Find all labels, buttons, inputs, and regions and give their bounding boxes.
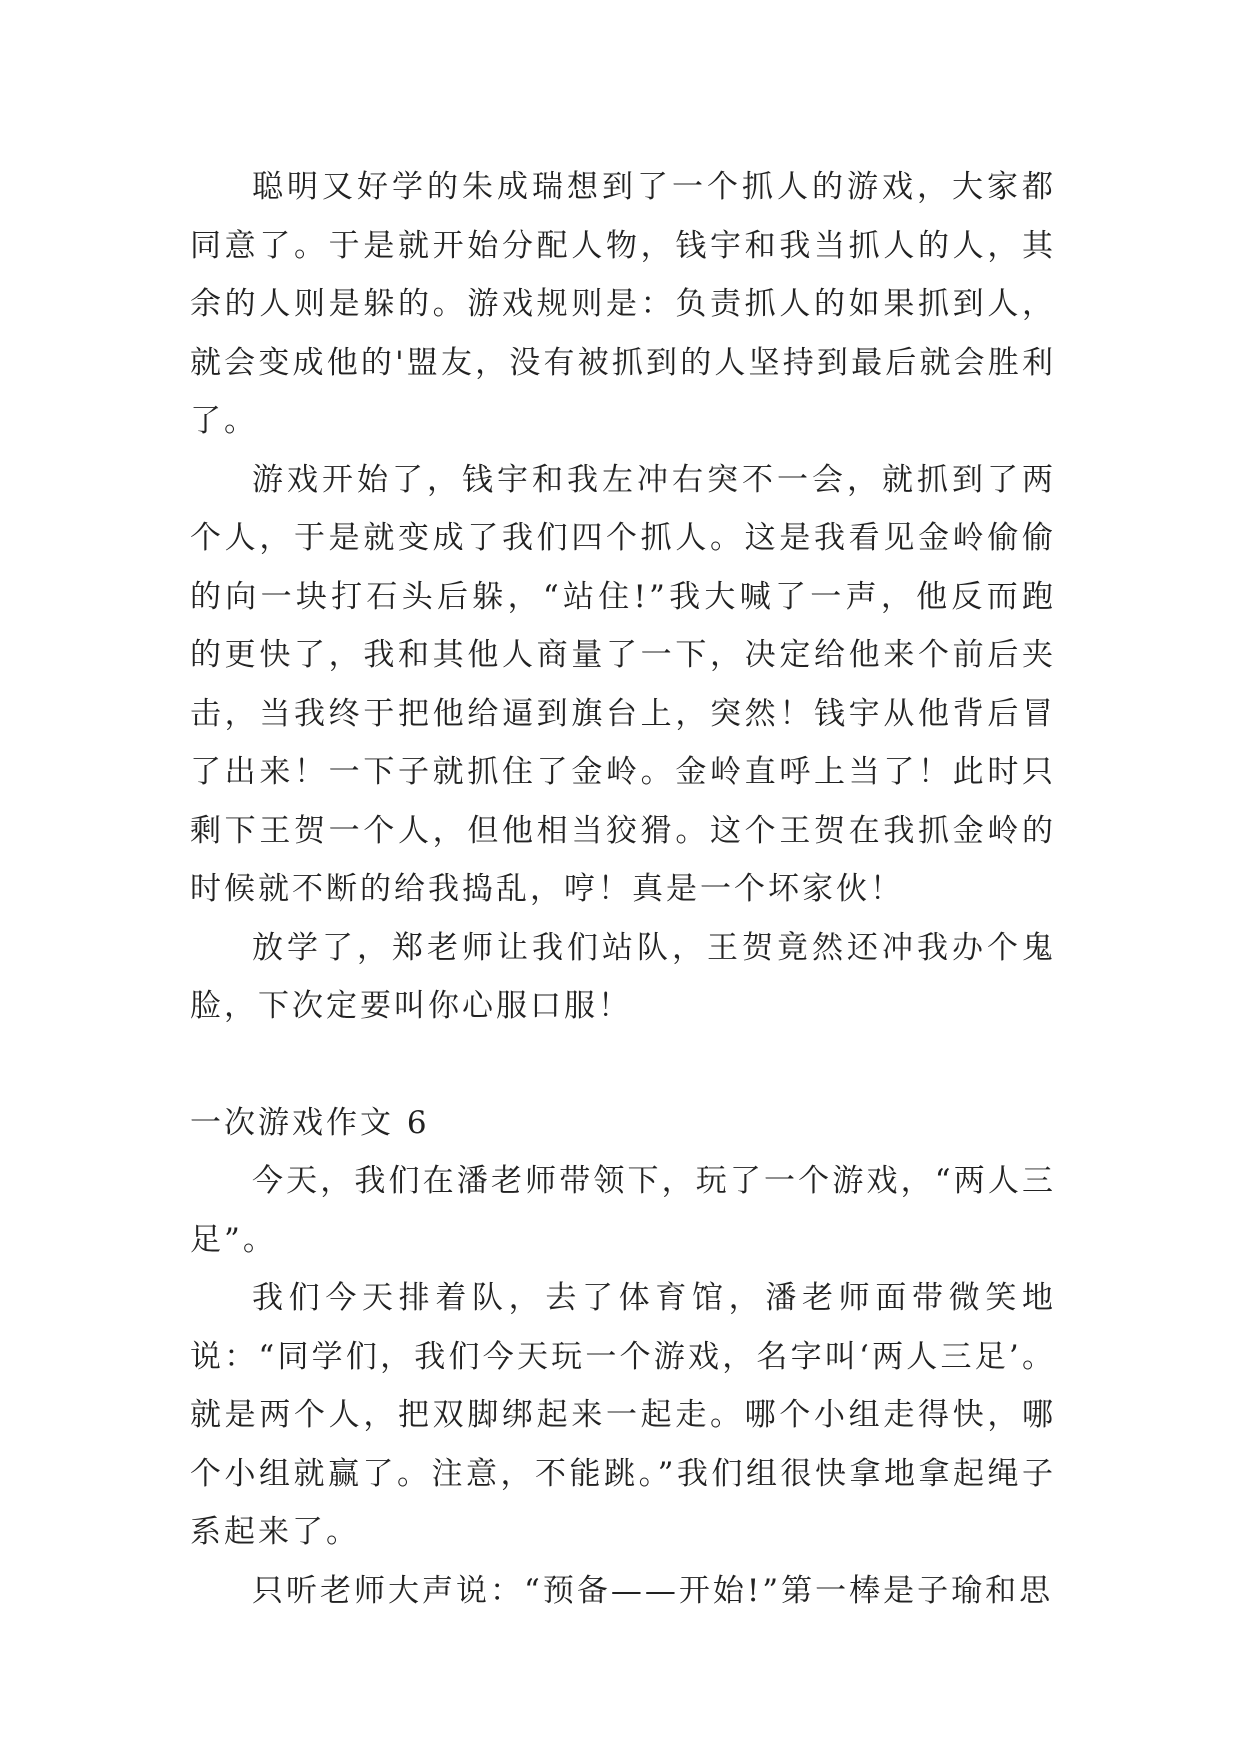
paragraph-game-rules: 聪明又好学的朱成瑞想到了一个抓人的游戏，大家都同意了。于是就开始分配人物，钱宇和我当抓人的人，其余的人则是躲的。游戏规则是：负责抓人的如果抓到人，就会变成他的'盟友，没有被抓到的人坚持到最后就会胜利了。 [190, 169, 1056, 439]
paragraph-after-school: 放学了，郑老师让我们站队，王贺竟然还冲我办个鬼脸，下次定要叫你心服口服！ [190, 929, 1056, 1024]
document-page [190, 158, 1056, 1620]
paragraph-race-start: 只听老师大声说：“预备——开始!”第一棒是子瑜和思 [252, 1572, 1054, 1609]
paragraph-intro: 今天，我们在潘老师带领下，玩了一个游戏，“两人三足”。 [190, 1163, 1056, 1258]
paragraph-game-play: 游戏开始了，钱宇和我左冲右突不一会，就抓到了两个人，于是就变成了我们四个抓人。这是我看见金岭偷偷的向一块打石头后躲，“站住!”我大喊了一声，他反而跑的更快了，我和其他人商量了一下，决定给他来个前后夹击，当我终于把他给逼到旗台上，突然！钱宇从他背后冒了出来！一下子就抓住了金岭。金岭直呼上当了！此时只剩下王贺一个人，但他相当狡猾。这个王贺在我抓金岭的时候就不断的给我捣乱，哼！真是一个坏家伙！ [190, 461, 1056, 907]
section-title: 一次游戏作文 6 [190, 1104, 430, 1141]
paragraph-teacher-explains: 我们今天排着队，去了体育馆，潘老师面带微笑地说：“同学们，我们今天玩一个游戏，名字叫‘两人三足’。就是两个人，把双脚绑起来一起走。哪个小组走得快，哪个小组就赢了。注意，不能跳。”我们组很快拿地拿起绳子系起来了。 [190, 1280, 1056, 1550]
